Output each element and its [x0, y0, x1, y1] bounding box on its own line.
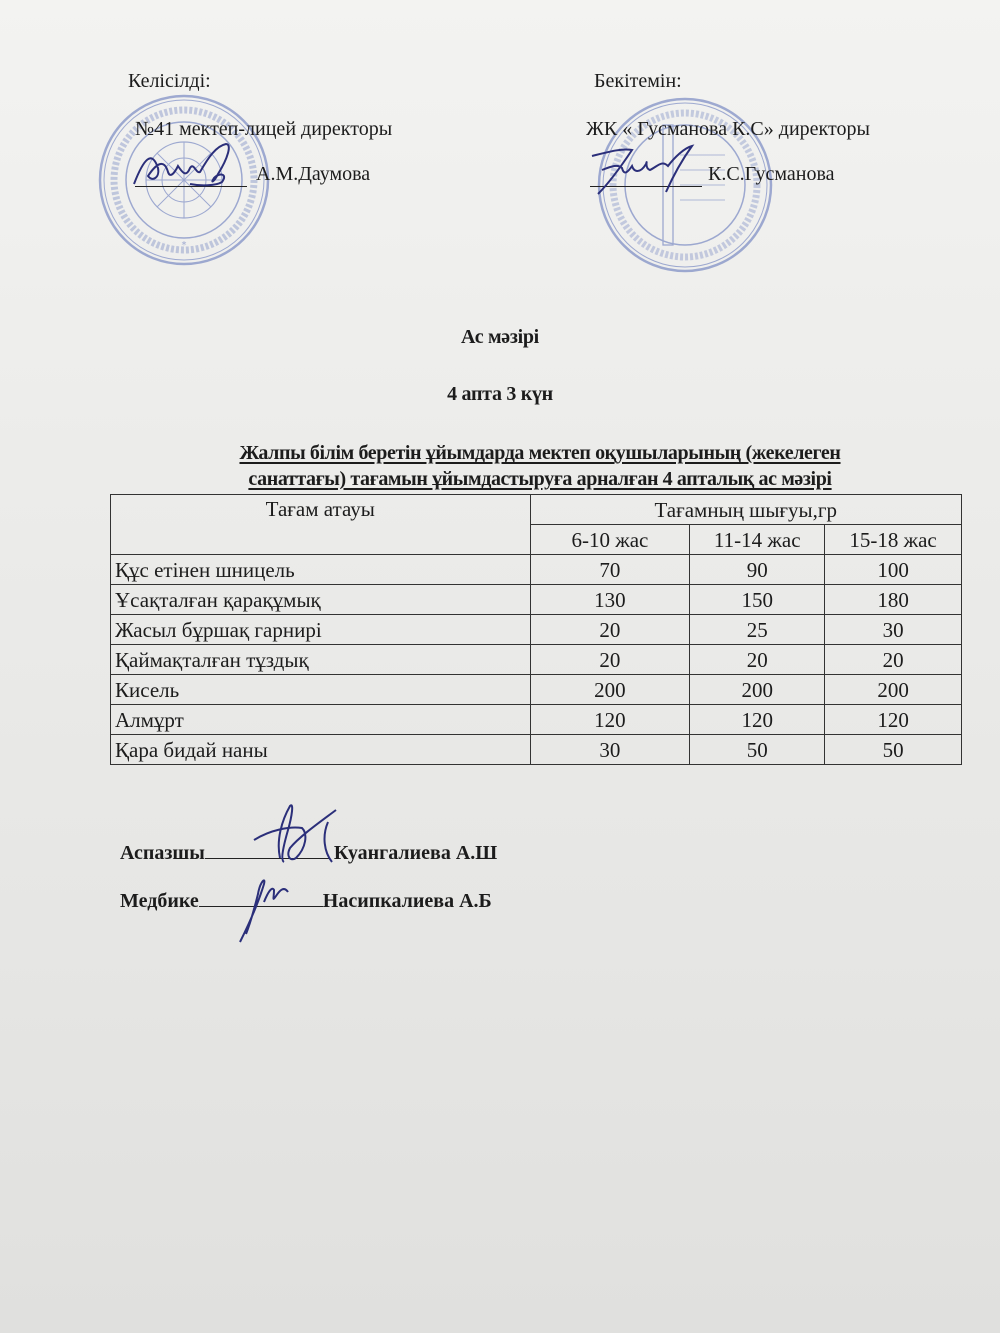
portion-15-18: 30 [825, 615, 962, 645]
portion-6-10: 20 [530, 615, 690, 645]
portion-15-18: 180 [825, 585, 962, 615]
portion-6-10: 130 [530, 585, 690, 615]
cook-role: Аспазшы [120, 842, 205, 864]
column-header-output: Тағамның шығуы,гр [530, 495, 961, 525]
svg-text:*: * [181, 240, 187, 251]
portion-6-10: 20 [530, 645, 690, 675]
portion-15-18: 100 [825, 555, 962, 585]
nurse-signature-row [120, 890, 492, 913]
portion-11-14: 200 [690, 675, 825, 705]
column-header-age-6-10: 6-10 жас [530, 525, 690, 555]
table-row [111, 705, 962, 735]
dish-name: Кисель [111, 675, 531, 705]
portion-6-10: 120 [530, 705, 690, 735]
right-signer-name: К.С.Гусманова [708, 163, 835, 185]
table-row [111, 615, 962, 645]
left-signature [130, 138, 260, 190]
portion-11-14: 25 [690, 615, 825, 645]
cook-signature [250, 800, 350, 870]
portion-15-18: 20 [825, 645, 962, 675]
table-row [111, 675, 962, 705]
dish-name: Құс етінен шницель [111, 555, 531, 585]
agreed-label: Келісілді: [128, 70, 211, 92]
portion-11-14: 120 [690, 705, 825, 735]
subtitle-line-1: Жалпы білім беретін ұйымдарда мектеп оқушыларының (жекелеген [239, 442, 841, 464]
dish-name: Ұсақталған қарақұмық [111, 585, 531, 615]
menu-table [110, 494, 962, 765]
left-signer-position: №41 мектеп-лицей директоры [135, 118, 393, 140]
column-header-age-11-14: 11-14 жас [690, 525, 825, 555]
cook-name: Куангалиева А.Ш [333, 842, 498, 864]
nurse-name: Насипкалиева А.Б [322, 890, 492, 912]
left-signer-name: А.М.Даумова [256, 163, 371, 185]
portion-15-18: 50 [825, 735, 962, 765]
nurse-role: Медбике [120, 890, 199, 912]
approved-label: Бекітемін: [594, 70, 682, 92]
portion-6-10: 30 [530, 735, 690, 765]
column-header-age-15-18: 15-18 жас [825, 525, 962, 555]
nurse-signature [230, 872, 300, 944]
table-row [111, 555, 962, 585]
dish-name: Қара бидай наны [111, 735, 531, 765]
dish-name: Жасыл бұршақ гарнирі [111, 615, 531, 645]
right-signer-position: ЖК « Гусманова К.С» директоры [586, 118, 870, 140]
dish-name: Қаймақталған тұздық [111, 645, 531, 675]
dish-name: Алмұрт [111, 705, 531, 735]
menu-title: Ас мәзірі [461, 326, 539, 348]
table-header-row [111, 495, 962, 525]
subtitle-line-2: санаттағы) тағамын ұйымдастыруға арналған 4 апталық ас мәзірі [248, 468, 832, 490]
week-day-label: 4 апта 3 күн [447, 383, 553, 405]
portion-15-18: 120 [825, 705, 962, 735]
table-row [111, 585, 962, 615]
table-row [111, 735, 962, 765]
portion-11-14: 50 [690, 735, 825, 765]
portion-15-18: 200 [825, 675, 962, 705]
portion-11-14: 150 [690, 585, 825, 615]
portion-11-14: 90 [690, 555, 825, 585]
column-header-dish-name: Тағам атауы [111, 495, 531, 555]
portion-11-14: 20 [690, 645, 825, 675]
portion-6-10: 70 [530, 555, 690, 585]
right-signature [588, 142, 708, 198]
portion-6-10: 200 [530, 675, 690, 705]
table-row [111, 645, 962, 675]
